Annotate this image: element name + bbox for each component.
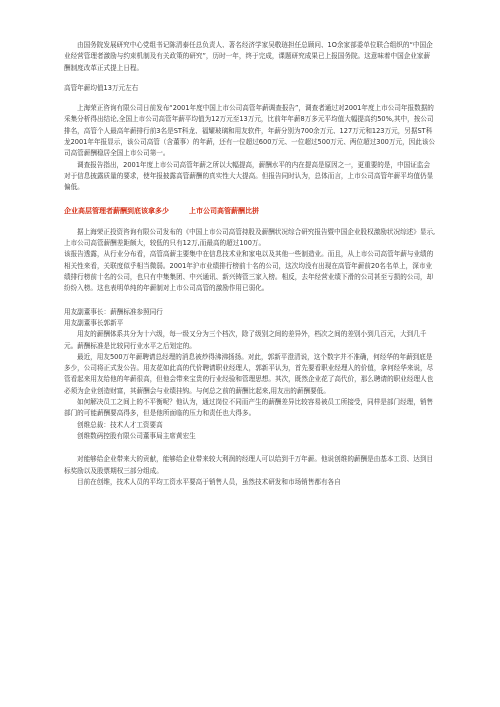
heading-right: 上市公司高管薪酬比拼 (189, 206, 259, 215)
subheading: 用友副董事长郭新平 (64, 318, 124, 327)
body-paragraph: 对能够给企业带来大的贡献，能够给企业带来较大利润的经理人可以给到千万年薪。他说创维的薪酬是由基本工资、达到目标奖励以及股票期权三部分组成。 (64, 455, 434, 475)
body-paragraph: 上海荣正咨询有限公司日前发布“2001年度中国上市公司高管年薪调查报告”，调查者通过对2001年度上市公司年报数据的采集分析得出结论,全国上市公司高管年薪平均值为12万元至13万元，比前年年薪8万多元平均值大幅提高约50%,其中，按公司排名，高管个人最高年薪排行前3名是ST科龙、福耀玻璃和用友软件，年薪分别为700余万元、127万元和123万元，另据ST科龙2001年年报显示，该公司高管（含董事）的年薪，还有一位超过600万元、一位超过500万元、两位超过300万元，因此该公司高管薪酬稳居全国上市公司第一。 (64, 104, 436, 158)
body-paragraph: 该报告透露，从行业分布看，高管高薪主要集中在信息技术业和家电以及其他一些制造业。而且，从上市公司高管年薪与业绩的相关性来看，关联度似乎相当微弱。2001年沪市业绩排行榜前十名的公司，这次均没有出现在高管年薪前20名名单上，深市业绩排行榜前十名的公司，也只有中集集团、中兴通讯、新兴铸管三家入榜。相反，去年经营业绩下滑的公司甚至亏损的公司，却纷纷入榜。这也表明单纯的年薪制对上市公司高管的激励作用已弱化。 (64, 250, 434, 293)
subheading: 创维数码控股有限公司董事局主席黄宏生 (77, 431, 196, 440)
body-paragraph: 调查报告指出，2001年度上市公司高管年薪之所以大幅提高，薪酬水平的内在提高是原因之一，更重要的是，中国证监会对于信息披露质量的要求，使年报披露高管薪酬的真实性大大提高。但报告同时认为，总体而言，上市公司高管年薪平均值仍显偏低。 (64, 160, 434, 192)
heading-left: 企业高层管理者薪酬到底该拿多少 (64, 206, 169, 215)
subheading: 用友副董事长：薪酬标准参照同行 (64, 307, 163, 316)
section-heading (64, 206, 436, 217)
body-paragraph: 最近，用友500万年薪聘请总经理的消息被炒得沸沸扬扬。对此，郭新平澄清说，这个数字并不准确，何经华的年薪到底是多少，公司将正式发公告。用友花如此高的代价聘请职业经理人，郭新平认为，首先要看职业经理人的价值，拿何经华来说，尽管看起来用友给他的年薪很高，但他会带来宝贵的行业经验和管理思想。其次，既然企业花了高代价，那么聘请的职业经理人也必须为企业创造财富，其薪酬会与业绩挂钩。与何总之前的薪酬比起来,用友出的薪酬要低。 (64, 352, 434, 395)
subheading: 创维总裁：技术人才工资要高 (77, 420, 163, 429)
section-subtitle: 高管年薪均值13万元左右 (64, 83, 139, 92)
body-paragraph: 据上海荣正投资咨询有限公司发布的《中国上市公司高管持股及薪酬状况综合研究报告暨中国企业股权激励状况综述》显示,上市公司高管薪酬差距颇大，较低的只有12万,而最高的超过100万。 (64, 227, 436, 248)
body-paragraph: 用友的薪酬体系共分为十六级，每一级又分为三个档次，除了级别之间的差异外，档次之间的差别小到几百元，大到几千元。薪酬标准是比较同行业水平之后划定的。 (64, 330, 427, 350)
body-paragraph: 目前在创维，技术人员的平均工资水平要高于销售人员，虽然技术研发和市场销售都有各自 (77, 477, 341, 486)
document-body (64, 40, 436, 488)
intro-paragraph: 由国务院发展研究中心党组书记陈清泰任总负责人、著名经济学家吴敬琏担任总顾问、1O余家部委单位联合组织的“中国企业经营管理者激励与约束机制及有关政策的研究”，历时一年，终于完成，课题研究成果已上报国务院。这意味着中国企业家薪酬制度改革正式提上日程。 (64, 41, 433, 72)
body-paragraph: 如何解决员工之间上的不平衡呢？他认为，通过岗位不同而产生的薪酬差异比较容易被员工所接受，同样是部门经理，销售部门的可能薪酬要高得多，但是他所面临的压力和责任也大得多。 (64, 398, 434, 418)
